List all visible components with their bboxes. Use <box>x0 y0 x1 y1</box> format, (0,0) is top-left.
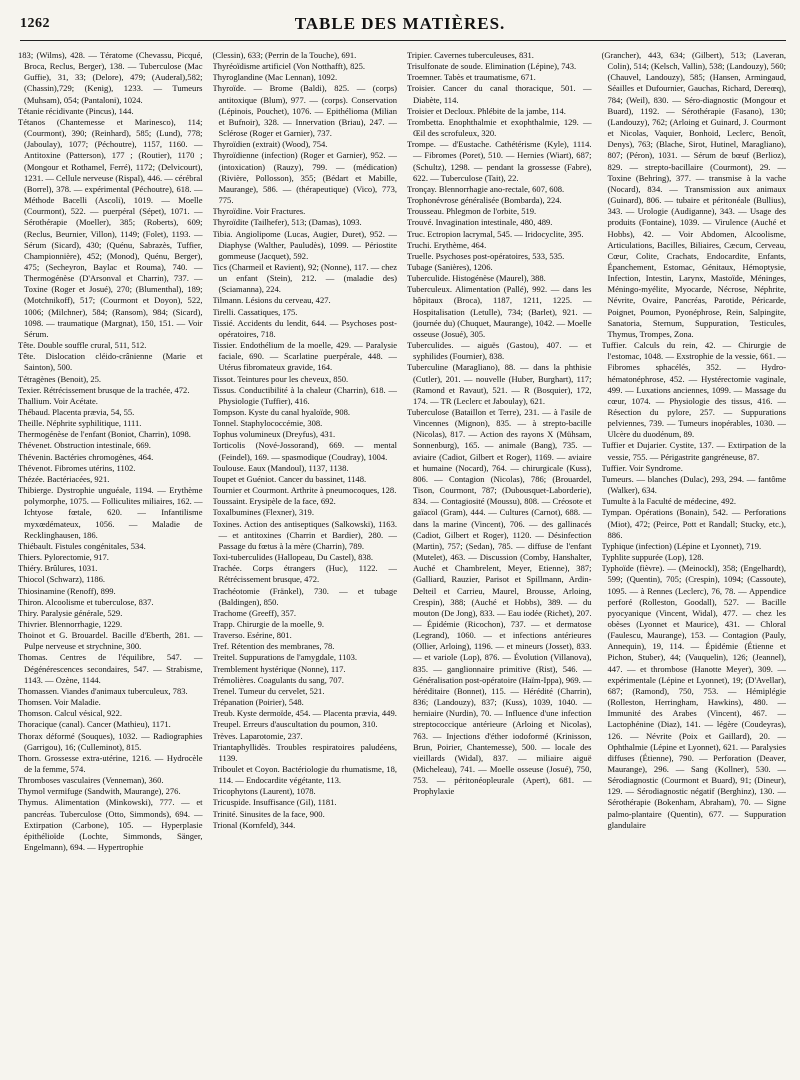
index-entry: Tête. Double souffle crural, 511, 512. <box>18 340 147 351</box>
index-entry: Thiocol (Schwarz), 1186. <box>18 574 106 585</box>
index-entry: Tremblement hystérique (Nonne), 117. <box>212 663 346 674</box>
index-entry: Thorax déformé (Souques), 1032. — Radiographies (Garrigou), 16; (Culleminot), 815. <box>18 730 203 752</box>
index-entry: Trisulfonate de soude. Elimination (Lépine), 743. <box>407 61 577 72</box>
index-entry: Thiron. Alcoolisme et tuberculose, 837. <box>18 596 154 607</box>
index-entry: Tête. Dislocation cléido-crânienne (Marie et Sainton), 500. <box>18 351 203 373</box>
index-entry: Tricophytons (Laurent), 1078. <box>212 786 316 797</box>
page-number: 1262 <box>20 16 50 31</box>
index-entry: Treub. Kyste dermoïde, 454. — Placenta prævia, 449. <box>212 708 397 719</box>
index-column-1 <box>18 50 203 1072</box>
index-entry: Thévenot. Fibromes utérins, 1102. <box>18 462 136 473</box>
index-entry: Trenel. Tumeur du cervelet, 521. <box>212 685 325 696</box>
index-entry: Thiers. Pylorectomie, 917. <box>18 552 109 563</box>
header-rule <box>20 40 786 41</box>
index-entry: Torticolis (Nové-Jossorand), 669. — mental (Feindel), 169. — spasmodique (Coudray), 1004. <box>212 440 397 462</box>
index-entry: Thoinot et G. Brouardel. Bacille d'Eberth, 281. — Pulpe nerveuse et strychnine, 300. <box>18 630 203 652</box>
index-entry: Theille. Néphrite syphilitique, 1111. <box>18 418 142 429</box>
index-entry: Thyroïdine. Voir Fractures. <box>212 206 306 217</box>
index-entry: Tilmann. Lésions du cerveau, 427. <box>212 295 331 306</box>
index-entry: Traverso. Esérine, 801. <box>212 630 292 641</box>
index-entry: Tournier et Courmont. Arthrite à pneumocoques, 128. <box>212 485 397 496</box>
index-entry: Thymus. Alimentation (Minkowski), 777. — et pancréas. Tuberculose (Otto, Simmonds), 694. — Extirpation (Carbone), 105. — Hyperplasie épithélioïde (Lochte, Simmonds, Sänger, Engelmann), 694. — Hypertrophie <box>18 797 203 853</box>
index-entry: Tuberculeux. Alimentation (Pallé), 992. — dans les hôpitaux (Broca), 1187, 1211, 1225. — Hospitalisation (Letulle), 734; (Barlet), 921. — (journée du) (Chuquet, Maurange), 1042. — Moelle osseuse (Josué), 305. <box>407 284 592 339</box>
index-entry: Trional (Kornfeld), 344. <box>212 819 296 830</box>
index-entry: Tuberculides. — aiguës (Gastou), 407. — et syphilides (Fournier), 838. <box>407 340 592 362</box>
index-entry: Tétragènes (Benoit), 25. <box>18 373 102 384</box>
index-entry: Thallium. Voir Acétate. <box>18 395 98 406</box>
index-entry: Typhoïde (fièvre). — (Meinockl), 358; (Engelhardt), 599; (Quentin), 705; (Crespin), 1094; (Cassoute), 1095. — à Rennes (Leclerc), 76, 78. — Appendice perforé (Rolleston, Goodall), 527. — Bacille pyocyanique (Vincent, Widal), 477. — chez les obèses (Lyonnet et Maurice), 431. — Chloral (Faulescu, Maurange), 153. — Contagion (Pauly, Annequin), 19, 114. — Épidémie (Étienne et Pichon, Stuber), 44; (Vauquelin), 126; (Jeannel), 447. — et thrombose (Hanotte Meyer), 309. — expérimentale (Lépine et Lyonnet), 19; (D'Avellar), 687; (Ramond), 750, 753. — Hémiplégie (Rolleston, Herringham, Hawkins), 480. — Immunité des Arabes (Vincent), 467. — Lactophénine (Diaz), 141. — légère (Coudeyras), 126. — Névrite (Poix et Gaillard), 20. — Ophthalmie (Lépine et Lyonnet), 621. — Paralysies diffuses (Étienne), 790. — Perforation (Deaver, Maurange), 296. — Sang (Kollner), 530. — Sérodiagnostic (Courmont et Buard), 91; (Dineur), 129. — Sérodiagnostic négatif (Berghinz), 130. — Sérothérapie (Bokenham, Abraham), 70. — Signe palmo-plantaire (Quentin), 677. — Suppuration glandulaire <box>601 563 786 830</box>
index-entry: Truelle. Psychoses post-opératoires, 533, 535. <box>407 250 565 261</box>
index-entry: Thomsen. Voir Maladie. <box>18 697 101 708</box>
index-entry: Treupel. Erreurs d'auscultation du poumon, 310. <box>212 719 378 730</box>
index-entry: Trousseau. Phlegmon de l'orbite, 519. <box>407 206 537 217</box>
index-entry: Trachéotomie (Fränkel), 730. — et tubage (Baldingen), 850. <box>212 585 397 607</box>
index-entry: Thyroglandine (Mac Lennan), 1092. <box>212 72 338 83</box>
index-entry: Thibierge. Dystrophie unguéale, 1194. — Erythème polymorphe, 1075. — Folliculites miliaires, 162. — Ichtyose fœtale, 620. — Infantilisme myxœdémateux, 1056. — Maladie de Recklinghausen, 186. <box>18 485 203 540</box>
index-entry: Thomassen. Viandes d'animaux tuberculeux, 783. <box>18 685 188 696</box>
index-entry: Toupet et Guéniot. Cancer du bassinet, 1148. <box>212 473 367 484</box>
index-entry: Thyroïdien (extrait) (Wood), 754. <box>212 139 328 150</box>
index-entry: Tref. Rétention des membranes, 78. <box>212 641 335 652</box>
index-entry: Tuberculide. Histogénèse (Maurel), 388. <box>407 273 546 284</box>
page-title: TABLE DES MATIÈRES. <box>294 14 506 33</box>
index-entry: Tissot. Teintures pour les cheveux, 850. <box>212 373 349 384</box>
index-entry: Tronçay. Blennorrhagie ano-rectale, 607, 608. <box>407 183 565 194</box>
index-entry: Thermogénèse de l'enfant (Boniot, Charrin), 1098. <box>18 429 191 440</box>
index-entry: Trachome (Greeff), 357. <box>212 607 297 618</box>
index-entry: Toxalbumines (Flexner), 319. <box>212 507 314 518</box>
index-entry: Trachée. Corps étrangers (Huc), 1122. — Rétrécissement brusque, 472. <box>212 563 397 585</box>
index-entry: Thorn. Grossesse extra-utérine, 1216. — Hydrocèle de la femme, 574. <box>18 752 203 774</box>
index-entry: Tibia. Angiolipome (Lucas, Augier, Duret), 952. — Diaphyse (Walther, Pauludès), 1099. — Périostite gommeuse (Jacquet), 592. <box>212 228 397 261</box>
index-entry: Tétanos (Chantemesse et Marinesco), 114; (Courmont), 390; (Reinhard), 585; (Lund), 778; (Jaboulay), 1077; (Péchoutre), 1157, 1160. — Antitoxine (Patterson), 177 ; (Routier), 1170 ; (Mongour et Rothamel, Ferré), 1172; (Delvicourt), 1231. — Cellule nerveuse (Rispal), 446. — cérébral (Borrel), 378. — expérimental (Péchoutre), 618. — Méthode Bacelli (Ascoli), 1019. — Moelle (Courmont), 522. — puerpéral (Sépet), 1071. — Sérothérapie (Moeller), 385; (Roberts), 609; (Reclus, Beurnier, Villon), 1149; (Folet), 1193. — Sérum (Sicard), 430; (Quénu, Sabrazès, Tuffier, Championnière), 452; (Monod), Quénu, Berger), 475; (Secheyron, Baylac et Rouma), 740. — Thermogénèse (D'Arsonval et Charrin), 737. — Toxine (Roger et Josué), 270; (Blumenthal), 189; (Motchnikoff), 517; (Courmont et Doyon), 522, 1006; (Milchner), 584; (Ransom), 984; (Sicard), 1098. — traumatique (Margnat), 150, 151. — Voir Sérum. <box>18 116 203 339</box>
index-entry: Thomas. Centres de l'équilibre, 547. — Dégénérescences secondaires, 547. — Strabisme, 1143. — Ozène, 1144. <box>18 652 203 685</box>
index-entry: Trompe. — d'Eustache. Cathétérisme (Kyle), 1114. — Fibromes (Poret), 510. — Hernies (Wiart), 687; (Schultz), 1298. — pendant la grossesse (Fabre), 622. — Tuberculose (Tait), 22. <box>407 139 592 183</box>
index-entry: Thyroïdite (Tailhefer), 513; (Damas), 1093. <box>212 217 362 228</box>
index-entry: Thromboses vasculaires (Venneman), 360. <box>18 775 164 786</box>
index-entry: Tonnel. Staphylococcémie, 308. <box>212 418 323 429</box>
index-entry: Thiry. Paralysie générale, 529. <box>18 607 123 618</box>
index-entry: Trépanation (Poirier), 548. <box>212 697 304 708</box>
index-columns <box>18 50 786 1072</box>
index-entry: Tricuspide. Insuffisance (Gil), 1181. <box>212 797 337 808</box>
index-entry: Thyroïde. — Brome (Baldi), 825. — (corps) antitoxique (Blum), 977. — (corps). Conservation (Lépinois, Pouchet), 1076. — Epithélioma (Milian et Bufnoir), 328. — Innervation (Briau), 247. — Sclérose (Roger et Garnier), 737. <box>212 83 397 139</box>
index-entry: Tics (Charmeil et Ravient), 92; (Nonne), 117. — chez un enfant (Stein), 212. — (maladie des) (Sciamanna), 224. <box>212 261 397 295</box>
index-entry: Tissier. Endothélium de la moelle, 429. — Paralysie faciale, 690. — Scarlatine puerpérale, 448. — Utérus fibromateux gravide, 164. <box>212 340 397 373</box>
index-entry: Tirelli. Cassatiques, 175. <box>212 306 298 317</box>
index-entry: Tétanie récidivante (Pincus), 144. <box>18 105 134 116</box>
index-entry: Tympan. Opérations (Bonain), 542. — Perforations (Miot), 472; (Peirce, Pott et Randall; Stucky, etc.), 886. <box>601 507 786 540</box>
index-entry: Triboulet et Coyon. Bactériologie du rhumatisme, 18, 114. — Endocardite végétante, 113. <box>212 764 397 786</box>
index-entry: Tubage (Sanières), 1206. <box>407 261 493 272</box>
index-entry: Toulouse. Eaux (Mandoul), 1137, 1138. <box>212 462 349 473</box>
index-entry: (Clessin), 633; (Perrin de la Touche), 691. <box>212 50 357 60</box>
index-entry: Trémolières. Coagulants du sang, 707. <box>212 674 344 685</box>
index-column-3 <box>407 50 592 1072</box>
index-entry: Thébaud. Placenta prævia, 54, 55. <box>18 407 135 417</box>
index-entry: Treitel. Suppurations de l'amygdale, 1103. <box>212 652 358 663</box>
index-entry: Tissié. Accidents du lendit, 644. — Psychoses post-opératoires, 718. <box>212 317 397 339</box>
index-entry: Trèves. Laparotomie, 237. <box>212 730 303 741</box>
index-entry: Trombetta. Enophthalmie et exophthalmie, 129. — Œil des scrofuleux, 320. <box>407 116 592 139</box>
index-entry: Trinité. Sinusites de la face, 900. <box>212 808 325 819</box>
index-entry: Thévenin. Bactéries chromogènes, 464. <box>18 451 154 462</box>
index-entry: Thoracique (canal). Cancer (Mathieu), 1171. <box>18 719 171 730</box>
index-entry: Tripier. Cavernes tuberculeuses, 831. <box>407 50 534 60</box>
index-entry: Trouvé. Invagination intestinale, 480, 489. <box>407 217 553 228</box>
index-entry: Texier. Rétrécissement brusque de la trachée, 472. <box>18 384 190 395</box>
index-entry: Thivrier. Blennorrhagie, 1229. <box>18 618 123 629</box>
index-entry: Trophonévrose généralisée (Bombarda), 224. <box>407 195 562 206</box>
index-entry: Tompson. Kyste du canal hyaloïde, 908. <box>212 407 351 417</box>
index-entry: Toxi-tuberculides (Hallopeau, Du Castel), 838. <box>212 552 374 563</box>
index-entry: (Grancher), 443, 634; (Gilbert), 513; (Laveran, Colin), 514; (Kelsch, Vallin), 538; (Landouzy), 560; (Chauvel, Landouzy), 585; (Hansen, Armingaud, Séailles et Dufournier, Gauchas, Richard, Dereœq), 784; (Weil), 830. — Séro-diagnostic (Mongour et Buard), 1192. — Sérothérapie (Fasano), 130; (Landouzy), 762; (Arloing et Guinard, J. Courmont et Nicolas, Vaquier, Bonhoid, Leclerc, Benoît, Denys), 763; (Blache, Sirot, Hutinel, Maragliano), 807; (Péron), 1031. — Sérum de bœuf (Berlioz), 829. — strepto-bacillaire (Courmont), 29. — Toxine (Behring), 377. — transmise à la vache (Nocard), 834. — Transmission aux animaux (Guinard), 806. — tubaire et péritonéale (Bullius), 343. — Urologie (Audiganne), 343. — Usage des produits (Fontaine), 1039. — Virulence (Auché et Hobbs), 42. — Voir Abdomen, Alcoolisme, Articulations, Bacilles, Biliaires, Cæcum, Cerveau, Cœur, Colite, Crachats, Endocardite, Enfants, Épanchement, Estomac, Génitaux, Hémoptysie, Infection, Intestin, Larynx, Mastoïde, Méninges, Méningo-myélite, Myocarde, Nécrose, Néphrite, Névrite, Ovaire, Pancréas, Parotide, Péricarde, Poignet, Poumon, Pyonéphrose, Rein, Salpingite, Sanatoria, Sternum, Suppuration, Testicules, Thymus, Trompes, Zona. <box>601 50 786 339</box>
index-entry: Tissus. Conductibilité à la chaleur (Charrin), 618. — Physiologie (Tuffier), 416. <box>212 384 397 406</box>
index-entry: Tuberculine (Maragliano), 88. — dans la phthisie (Cutler), 201. — nouvelle (Huber, Burghart), 117; (Ramond et Ravaut), 521. — R (Bosquier), 172, 174. — TR (Leclerc et Jaboulay), 621. <box>407 362 592 406</box>
index-entry: Tuffier. Voir Syndrome. <box>601 462 683 473</box>
index-entry: Tumulte à la Faculté de médecine, 492. <box>601 496 737 507</box>
index-entry: Truchi. Erythème, 464. <box>407 239 487 250</box>
index-entry: Triantaphyllidès. Troubles respiratoires paludéens, 1139. <box>212 741 397 763</box>
index-entry: Troisier. Cancer du canal thoracique, 501. — Diabète, 114. <box>407 83 592 105</box>
index-entry: Troemner. Tabès et traumatisme, 671. <box>407 72 536 83</box>
index-entry: Thomson. Calcul vésical, 922. <box>18 708 122 719</box>
index-entry: Thiosinamine (Renoff), 899. <box>18 585 116 596</box>
index-entry: Thévenet. Obstruction intestinale, 669. <box>18 440 151 451</box>
index-entry: Thézée. Bactériacées, 921. <box>18 473 110 484</box>
index-entry: Tuberculose (Bataillon et Terre), 231. — à l'asile de Vincennes (Mignon), 835. — à strepto-bacille (Nicolas), 817. — Action des rayons X (Mühsam, Sonnenburg), 165. — animale (Bang), 735. — aviaire (Cadiot, Gilbert et Roger), 1169. — aviaire et humaine (Nocard), 764. — chirurgicale (Kuss), 806. — Contagion (Nicolas), 786; (Brouardel, Tison, Courmont, 787; (Dubousquet-Laborderie), 834. — Contagiosité (Moussu), 808. — Créosote et gaïacol (Gram), 444. — Cultures (Carnot), 688. — dans la marine (Vincent), 706. — des gallinacés (Cadiot, Gilbert et Roger), 1120. — Désinfection (Martin), 757; (Sedan), 785. — diffuse de l'enfant (Mutelet), 463. — Discussion (Comby, Hanshalter, Auché et Chambrelent, Meyer, Etienne), 387; (Galliard, Rauzier, Parisot et Spillmann, Ardin-Delteil et Carrieu, Maurel, Brousse, Arloing, Crespin), 388; (Auché et Hobbs), 389. — du mouton (De Jong), 833. — Eau iodée (Richet), 207. — Épidémie (Ricochon), 737. — et dermatose (Legrand), 1060. — et infections antérieures (Ollier, Arloing), 1196. — et mineurs (Josset), 833. — et variole (Lop), 876. — Évolution (Villanova), 835. — ganglionnaire primitive (Rist), 546. — Généralisation post-opératoire (Haïm-Ippa), 969. — héréditaire (Bonnet), 115. — Hérédité (Charrin), 836; (Landouzy), 837; (Kuss), 1039, 1040. — herniaire (Nurdin), 70. — Influence d'une infection streptococcique antérieure (Arloing et Nicolas), 763. — Injections d'éther iodoformé (Krinisson, Brun, Poirier, Chantemesse), 500. — locale des vieillards (Widal), 837. — miliaire aiguë (Micheleau), 741. — Moelle osseuse (Josué), 750, 753. — péritonéopleurale (Apert), 681. — Prophylaxie <box>407 407 592 797</box>
index-entry: Truc. Ectropion lacrymal, 545. — Iridocyclite, 395. <box>407 228 584 239</box>
index-entry: Tophus volumineux (Dreyfus), 431. <box>212 429 336 440</box>
index-entry: Tuffier et Dujarier. Cystite, 137. — Extirpation de la vessie, 755. — Périgastrite gangréneuse, 87. <box>601 440 786 462</box>
index-entry: Troisier et Decloux. Phlébite de la jambe, 114. <box>407 105 566 116</box>
index-entry: Thymol vermifuge (Sandwith, Maurange), 276. <box>18 786 181 797</box>
index-entry: Typhlite suppurée (Lop), 128. <box>601 552 704 563</box>
index-entry: Toxines. Action des antiseptiques (Salkowski), 1163. — et antitoxines (Charrin et Bardier), 280. — Passage du fœtus à la mère (Charrin), 789. <box>212 518 397 551</box>
index-column-4 <box>602 50 787 1072</box>
index-entry: Tuffier. Calculs du rein, 42. — Chirurgie de l'estomac, 1048. — Exstrophie de la vessie, 661. — Fibromes sphacélés, 352. — Hydro-hématonéphrose, 452. — Hystérectomie vaginale, 499. — Luxations anciennes, 1099. — Massage du cœur, 1074. — Physiologie des tissus, 416. — Résection du pylore, 257. — Suppurations pelviennes, 739. — Tumeurs inopérables, 1030. — Ulcère du duodénum, 89. <box>601 340 786 440</box>
index-entry: Tumeurs. — blanches (Dulac), 293, 294. — fantôme (Walker), 634. <box>601 473 786 496</box>
index-entry: Toussaint. Erysipèle de la face, 692. <box>212 496 336 507</box>
index-entry: Thiéry. Brûlures, 1031. <box>18 563 98 574</box>
index-entry: Thyroïdienne (infection) (Roger et Garnier), 952. — (intoxication) (Rauzy), 799. — (médication) (Rivière, Pollosson), 355; (Bédart et Mabille, Maurange), 586. — (thérapeutique) (Vico), 773, 775. <box>212 150 397 206</box>
index-entry: Trapp. Chirurgie de la moelle, 9. <box>212 618 325 629</box>
index-column-2 <box>213 50 398 1072</box>
index-entry: Thyréoïdisme artificiel (Von Notthafft), 825. <box>212 61 366 72</box>
index-entry: Typhique (infection) (Lépine et Lyonnet), 719. <box>601 540 762 551</box>
index-entry: Thiébault. Fistules congénitales, 534. <box>18 540 146 551</box>
index-entry: 183; (Wilms), 428. — Tératome (Chevassu, Picqué, Broca, Reclus, Berger), 138. — Tuberculose (Mac Guffie), 31, 33; (Delore), 479; (Auderal),582;(Chassin),729; (Kenig), 1233. — Tumeurs (Muhsam), 054; (Pantaloni), 1024. <box>18 50 203 105</box>
